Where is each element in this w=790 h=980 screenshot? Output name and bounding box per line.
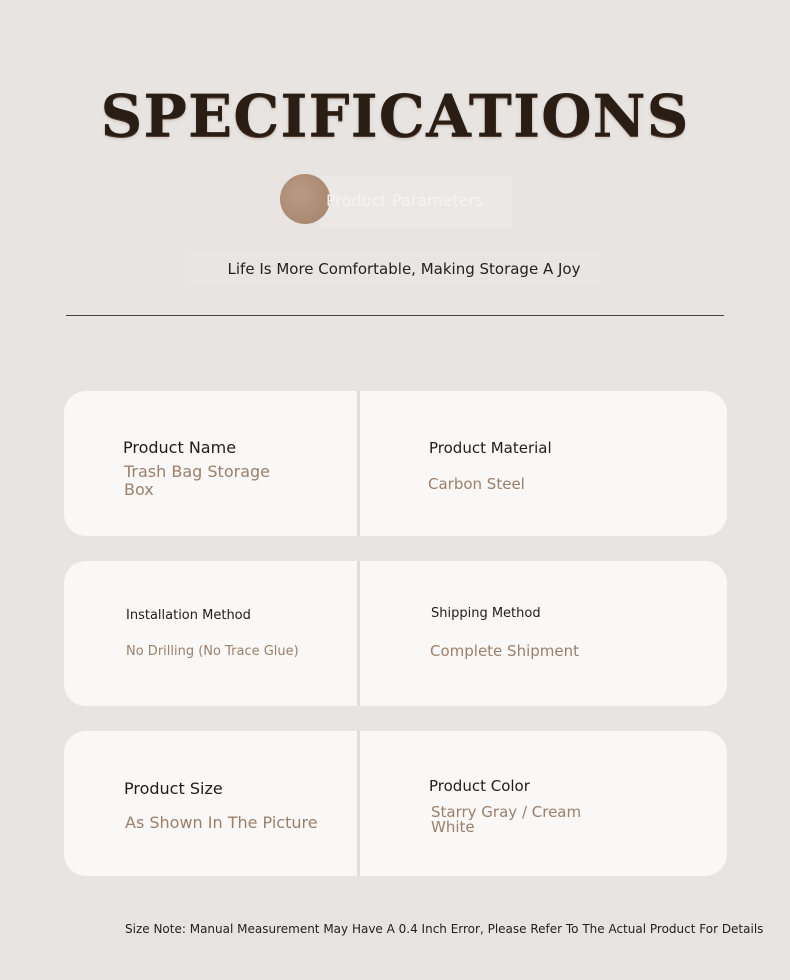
decorative-circle-icon <box>280 174 330 224</box>
spec-value-product-name: Trash Bag Storage Box <box>124 462 270 499</box>
card-separator <box>357 561 360 706</box>
section-subtitle: Product Parameters <box>326 191 484 210</box>
card-separator <box>357 731 360 876</box>
spec-label-product-name: Product Name <box>123 438 237 457</box>
spec-value-product-color: Starry Gray / Cream White <box>431 803 582 836</box>
spec-value-product-material: Carbon Steel <box>428 475 525 493</box>
spec-value-shipping-method: Complete Shipment <box>430 642 580 660</box>
spec-card-size-color <box>64 731 727 876</box>
spec-label-product-color: Product Color <box>429 777 530 795</box>
spec-card-name-material <box>64 391 727 536</box>
spec-value-installation-method: No Drilling (No Trace Glue) <box>126 644 299 659</box>
spec-card-installation-shipping <box>64 561 727 706</box>
spec-label-product-material: Product Material <box>429 439 552 457</box>
size-note: Size Note: Manual Measurement May Have A 0.4 Inch Error, Please Refer To The Actual Product For Details <box>125 922 764 936</box>
page-title: SPECIFICATIONS <box>100 82 690 150</box>
spec-label-product-size: Product Size <box>124 779 223 798</box>
spec-value-product-size: As Shown In The Picture <box>125 813 318 832</box>
spec-label-installation-method: Installation Method <box>126 608 251 623</box>
tagline: Life Is More Comfortable, Making Storage A Joy <box>227 260 581 278</box>
divider <box>66 315 724 316</box>
spec-label-shipping-method: Shipping Method <box>431 606 541 621</box>
card-separator <box>357 391 360 536</box>
